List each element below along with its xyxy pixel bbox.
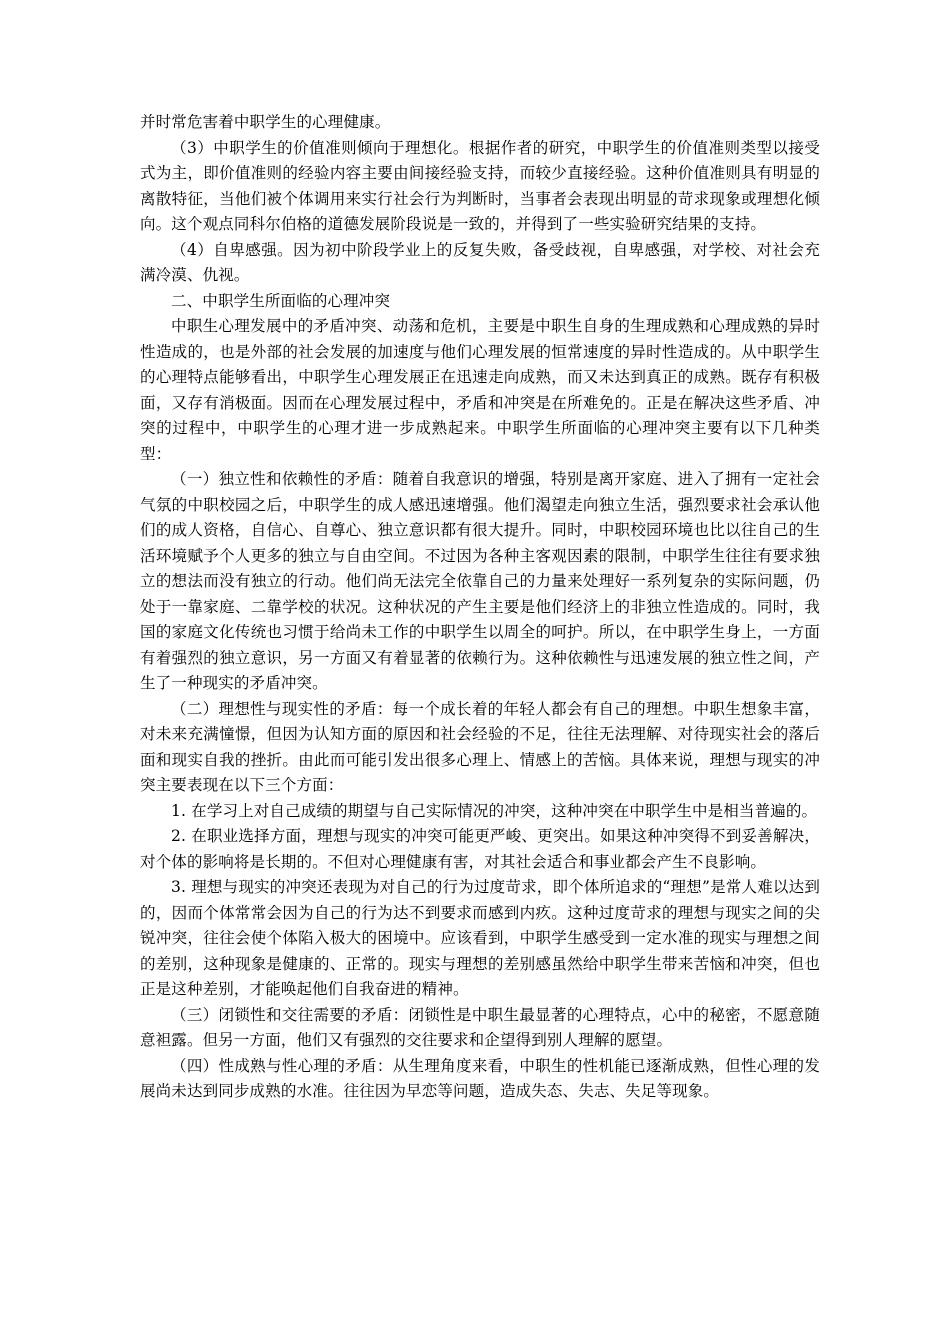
paragraph-intro-conflicts: 中职生心理发展中的矛盾冲突、动荡和危机，主要是中职生自身的生理成熟和心理成熟的异时性造成的，也是外部的社会发展的加速度与他们心理发展的恒常速度的异时性造成的。从中职学生的心理特点能够看出，中职学生心理发展正在迅速走向成熟，而又未达到真正的成熟。既存有积极面，又存有消极面。因而在心理发展过程中，矛盾和冲突是在所难免的。正是在解决这些矛盾、冲突的过程中，中职学生的心理才进一步成熟起来。中职学生所面临的心理冲突主要有以下几种类型：: [140, 317, 820, 463]
paragraph-ideal-reality: （二）理想性与现实性的矛盾：每一个成长着的年轻人都会有自己的理想。中职生想象丰富，对未来充满憧憬，但因为认知方面的原因和社会经验的不足，往往无法理解、对待现实社会的落后面和现实自我的挫折。由此而可能引发出很多心理上、情感上的苦恼。具体来说，理想与现实的冲突主要表现在以下三个方面：: [140, 699, 820, 794]
section-heading-psychological-conflicts: 二、中职学生所面临的心理冲突: [171, 291, 391, 310]
document-body: [140, 110, 820, 1105]
list-item-3: 3. 理想与现实的冲突还表现为对自己的行为过度苛求，即个体所追求的“理想”是常人难以达到的，因而个体常常会因为自己的行为达不到要求而感到内疚。这种过度苛求的理想与现实之间的尖锐冲突，往往会使个体陷入极大的困境中。应该看到，中职学生感受到一定水准的现实与理想之间的差别，这种现象是健康的、正常的。现实与理想的差别感虽然给中职学生带来苦恼和冲突，但也正是这种差别，才能唤起他们自我奋进的精神。: [140, 878, 820, 998]
paragraph-continuation: 并时常危害着中职学生的心理健康。: [140, 113, 391, 131]
paragraph-inferiority: （4）自卑感强。因为初中阶段学业上的反复失败，备受歧视，自卑感强，对学校、对社会充满冷漠、仇视。: [140, 240, 820, 284]
paragraph-closedness-communication: （三）闭锁性和交往需要的矛盾：闭锁性是中职生最显著的心理特点，心中的秘密，不愿意随意袒露。但另一方面，他们又有强烈的交往要求和企望得到别人理解的愿望。: [140, 1005, 820, 1049]
list-item-1: 1. 在学习上对自己成绩的期望与自己实际情况的冲突，这种冲突在中职学生中是相当普遍的。: [171, 801, 818, 820]
paragraph-independence-dependence: （一）独立性和依赖性的矛盾：随着自我意识的增强，特别是离开家庭、进入了拥有一定社会气氛的中职校园之后，中职学生的成人感迅速增强。他们渴望走向独立生活，强烈要求社会承认他们的成人资格，自信心、自尊心、独立意识都有很大提升。同时，中职校园环境也比以往自己的生活环境赋予个人更多的独立与自由空间。不过因为各种主客观因素的限制，中职学生往往有要求独立的想法而没有独立的行动。他们尚无法完全依靠自己的力量来处理好一系列复杂的实际问题，仍处于一靠家庭、二靠学校的状况。这种状况的产生主要是他们经济上的非独立性造成的。同时，我国的家庭文化传统也习惯于给尚未工作的中职学生以周全的呵护。所以，在中职学生身上，一方面有着强烈的独立意识，另一方面又有着显著的依赖行为。这种依赖性与迅速发展的独立性之间，产生了一种现实的矛盾冲突。: [140, 470, 820, 692]
paragraph-value-idealization: （3）中职学生的价值准则倾向于理想化。根据作者的研究，中职学生的价值准则类型以接受式为主，即价值准则的经验内容主要由间接经验支持，而较少直接经验。这种价值准则具有明显的离散特征，当他们被个体调用来实行社会行为判断时，当事者会表现出明显的苛求现象或理想化倾向。这个观点同科尔伯格的道德发展阶段说是一致的，并得到了一些实验研究结果的支持。: [140, 138, 820, 233]
paragraph-sexual-maturity: （四）性成熟与性心理的矛盾：从生理角度来看，中职生的性机能已逐渐成熟，但性心理的发展尚未达到同步成熟的水准。往往因为早恋等问题，造成失态、失志、失足等现象。: [140, 1056, 820, 1100]
list-item-2: 2. 在职业选择方面，理想与现实的冲突可能更严峻、更突出。如果这种冲突得不到妥善解决，对个体的影响将是长期的。不但对心理健康有害，对其社会适合和事业都会产生不良影响。: [140, 827, 820, 871]
